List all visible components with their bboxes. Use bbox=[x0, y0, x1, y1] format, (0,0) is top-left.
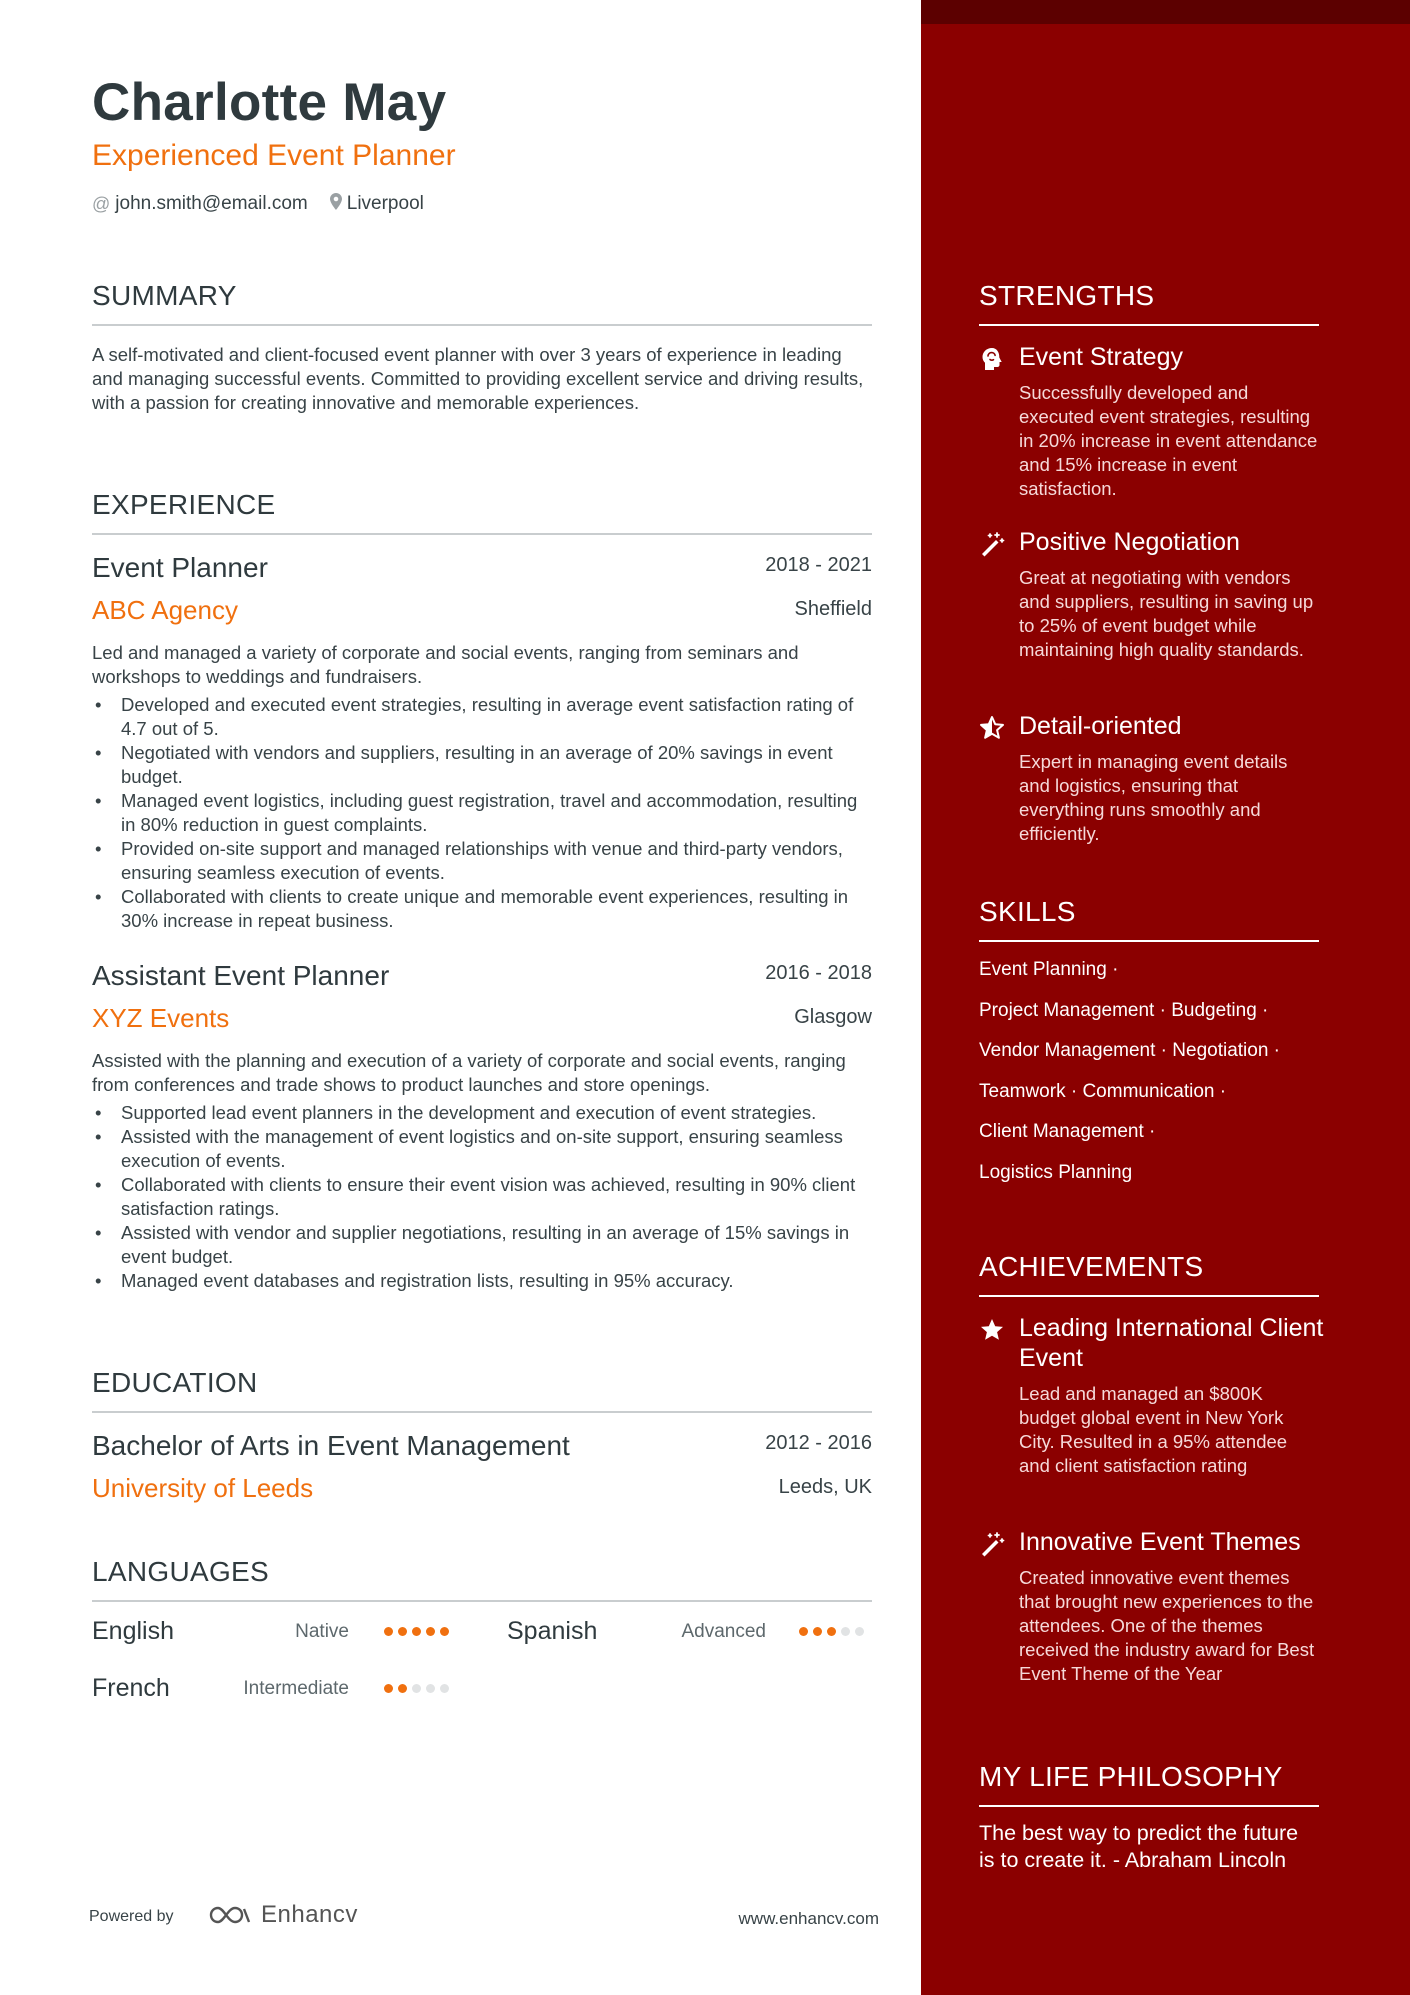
job-bullets bbox=[92, 1101, 872, 1293]
section-divider bbox=[92, 1411, 872, 1413]
rating-dot-filled bbox=[827, 1627, 836, 1636]
achievements-heading bbox=[979, 1251, 1319, 1283]
powered-by-label: Powered by bbox=[89, 1908, 174, 1925]
philosophy-heading bbox=[979, 1761, 1319, 1793]
section-divider bbox=[92, 533, 872, 535]
section-divider bbox=[92, 1600, 872, 1602]
at-icon: @ bbox=[92, 193, 111, 214]
job-description: Assisted with the planning and execution of a variety of corporate and social events, ranging from conferences and trade shows to product launches and store openings. bbox=[92, 1050, 846, 1095]
section-divider bbox=[979, 324, 1319, 326]
list-item: • Collaborated with clients to create unique and memorable event experiences, resulting in 30% increase in repeat business. bbox=[92, 885, 872, 933]
philosophy-heading-text: MY LIFE PHILOSOPHY bbox=[979, 1761, 1283, 1792]
skills-row: Vendor Management · Negotiation · bbox=[979, 1040, 1281, 1061]
job-location: Sheffield bbox=[794, 598, 872, 620]
achievement-title: Leading International Client Event bbox=[1019, 1314, 1324, 1372]
job-bullets bbox=[92, 693, 872, 933]
email-link[interactable]: john.smith@email.com bbox=[115, 193, 308, 214]
strength-description: Great at negotiating with vendors and suppliers, resulting in saving up to 25% of event budget while maintaining high quality standards. bbox=[1019, 567, 1314, 660]
list-item: • Collaborated with clients to ensure their event vision was achieved, resulting in 90% client satisfaction ratings. bbox=[92, 1173, 872, 1221]
summary-heading-text: SUMMARY bbox=[92, 280, 237, 311]
skills-row: Client Management · bbox=[979, 1121, 1156, 1142]
languages-heading bbox=[92, 1556, 872, 1588]
rating-dot-empty bbox=[412, 1684, 421, 1693]
strength-description: Expert in managing event details and logistics, ensuring that everything runs smoothly and efficiently. bbox=[1019, 751, 1288, 844]
strengths-heading bbox=[979, 280, 1319, 312]
language-name: English bbox=[92, 1617, 174, 1645]
list-item: • Assisted with vendor and supplier negotiations, resulting in an average of 15% savings in event budget. bbox=[92, 1221, 872, 1269]
skills-heading-text: SKILLS bbox=[979, 896, 1076, 927]
rating-dot-filled bbox=[384, 1684, 393, 1693]
language-level: Native bbox=[295, 1621, 349, 1642]
rating-dot-filled bbox=[398, 1684, 407, 1693]
brand-name: Enhancv bbox=[261, 1901, 358, 1928]
section-divider bbox=[979, 940, 1319, 942]
skills-list bbox=[979, 958, 1339, 1201]
rating-dot-filled bbox=[799, 1627, 808, 1636]
candidate-name: Charlotte May bbox=[92, 73, 447, 132]
contact-line bbox=[92, 193, 424, 215]
list-item: • Supported lead event planners in the development and execution of event strategies. bbox=[92, 1101, 872, 1125]
strength-title: Detail-oriented bbox=[1019, 712, 1182, 740]
achievement-title: Innovative Event Themes bbox=[1019, 1528, 1301, 1556]
language-name: Spanish bbox=[507, 1617, 598, 1645]
achievements-heading-text: ACHIEVEMENTS bbox=[979, 1251, 1204, 1282]
summary-text: A self-motivated and client-focused event planner with over 3 years of experience in leading and managing successful events. Committed to providing excellent service and driving results, with a passion for creating innovative and memorable experiences. bbox=[92, 344, 864, 413]
job-dates: 2018 - 2021 bbox=[765, 554, 872, 576]
job-title: Assistant Event Planner bbox=[92, 960, 390, 991]
location-pin-icon bbox=[330, 193, 342, 215]
language-name: French bbox=[92, 1674, 170, 1702]
job-description: Led and managed a variety of corporate and social events, ranging from seminars and workshops to weddings and fundraisers. bbox=[92, 642, 799, 687]
location-text: Liverpool bbox=[346, 193, 424, 214]
candidate-title: Experienced Event Planner bbox=[92, 139, 456, 172]
rating-dot-empty bbox=[855, 1627, 864, 1636]
job-company: ABC Agency bbox=[92, 595, 238, 625]
strength-description: Successfully developed and executed event strategies, resulting in 20% increase in event attendance and 15% increase in event satisfaction. bbox=[1019, 382, 1318, 499]
enhancv-logo[interactable] bbox=[207, 1901, 358, 1929]
section-divider bbox=[979, 1805, 1319, 1807]
philosophy-quote: The best way to predict the future is to create it. - Abraham Lincoln bbox=[979, 1821, 1299, 1872]
language-level: Intermediate bbox=[243, 1678, 349, 1699]
strength-title: Positive Negotiation bbox=[1019, 528, 1240, 556]
list-item: • Assisted with the management of event logistics and on-site support, ensuring seamless execution of events. bbox=[92, 1125, 872, 1173]
list-item: • Managed event logistics, including guest registration, travel and accommodation, resulting in 80% reduction in guest complaints. bbox=[92, 789, 872, 837]
languages-heading-text: LANGUAGES bbox=[92, 1556, 269, 1587]
job-company: XYZ Events bbox=[92, 1003, 230, 1033]
language-rating bbox=[384, 1684, 449, 1693]
strengths-heading-text: STRENGTHS bbox=[979, 280, 1155, 311]
magic-wand-icon bbox=[979, 1531, 1005, 1557]
section-divider bbox=[92, 324, 872, 326]
list-item: • Managed event databases and registration lists, resulting in 95% accuracy. bbox=[92, 1269, 872, 1293]
skills-row: Project Management · Budgeting · bbox=[979, 999, 1269, 1021]
skills-heading bbox=[979, 896, 1319, 928]
achievement-description: Lead and managed an $800K budget global event in New York City. Resulted in a 95% attendee and client satisfaction rating bbox=[1019, 1383, 1288, 1476]
list-item: • Provided on-site support and managed relationships with venue and third-party vendors, ensuring seamless execution of events. bbox=[92, 837, 872, 885]
rating-dot-empty bbox=[841, 1627, 850, 1636]
rating-dot-filled bbox=[426, 1627, 435, 1636]
magic-wand-icon bbox=[979, 531, 1005, 557]
rating-dot-filled bbox=[813, 1627, 822, 1636]
skills-row: Teamwork · Communication · bbox=[979, 1080, 1227, 1102]
star-half-icon bbox=[979, 715, 1005, 741]
language-rating bbox=[384, 1627, 449, 1636]
language-level: Advanced bbox=[681, 1621, 766, 1642]
list-item: • Negotiated with vendors and suppliers, resulting in an average of 20% savings in event budget. bbox=[92, 741, 872, 789]
education-degree: Bachelor of Arts in Event Management bbox=[92, 1430, 570, 1461]
rating-dot-filled bbox=[398, 1627, 407, 1636]
brain-icon bbox=[979, 346, 1005, 372]
skills-row: Event Planning · bbox=[979, 959, 1119, 980]
rating-dot-filled bbox=[412, 1627, 421, 1636]
sidebar bbox=[921, 0, 1410, 1995]
job-dates: 2016 - 2018 bbox=[765, 962, 872, 984]
experience-heading-text: EXPERIENCE bbox=[92, 489, 276, 520]
education-dates: 2012 - 2016 bbox=[765, 1432, 872, 1454]
section-divider bbox=[979, 1295, 1319, 1297]
footer bbox=[89, 1901, 879, 1935]
rating-dot-empty bbox=[426, 1684, 435, 1693]
list-item: • Developed and executed event strategies, resulting in average event satisfaction rating of 4.7 out of 5. bbox=[92, 693, 872, 741]
job-title: Event Planner bbox=[92, 552, 268, 583]
strength-title: Event Strategy bbox=[1019, 343, 1183, 371]
star-icon bbox=[979, 1317, 1005, 1343]
experience-heading bbox=[92, 489, 872, 521]
job-location: Glasgow bbox=[794, 1006, 872, 1028]
education-location: Leeds, UK bbox=[778, 1476, 872, 1498]
rating-dot-empty bbox=[440, 1684, 449, 1693]
sidebar-top-band bbox=[921, 0, 1410, 24]
education-heading-text: EDUCATION bbox=[92, 1367, 258, 1398]
achievement-description: Created innovative event themes that brought new experiences to the attendees. One of the themes received the industry award for Best Event Theme of the Year bbox=[1019, 1567, 1315, 1684]
language-rating bbox=[799, 1627, 864, 1636]
skills-row: Logistics Planning bbox=[979, 1161, 1133, 1183]
summary-heading bbox=[92, 280, 872, 312]
infinity-logo-icon bbox=[207, 1903, 253, 1927]
rating-dot-filled bbox=[440, 1627, 449, 1636]
website-link[interactable]: www.enhancv.com bbox=[738, 1909, 879, 1928]
education-school: University of Leeds bbox=[92, 1473, 314, 1503]
education-heading bbox=[92, 1367, 872, 1399]
rating-dot-filled bbox=[384, 1627, 393, 1636]
